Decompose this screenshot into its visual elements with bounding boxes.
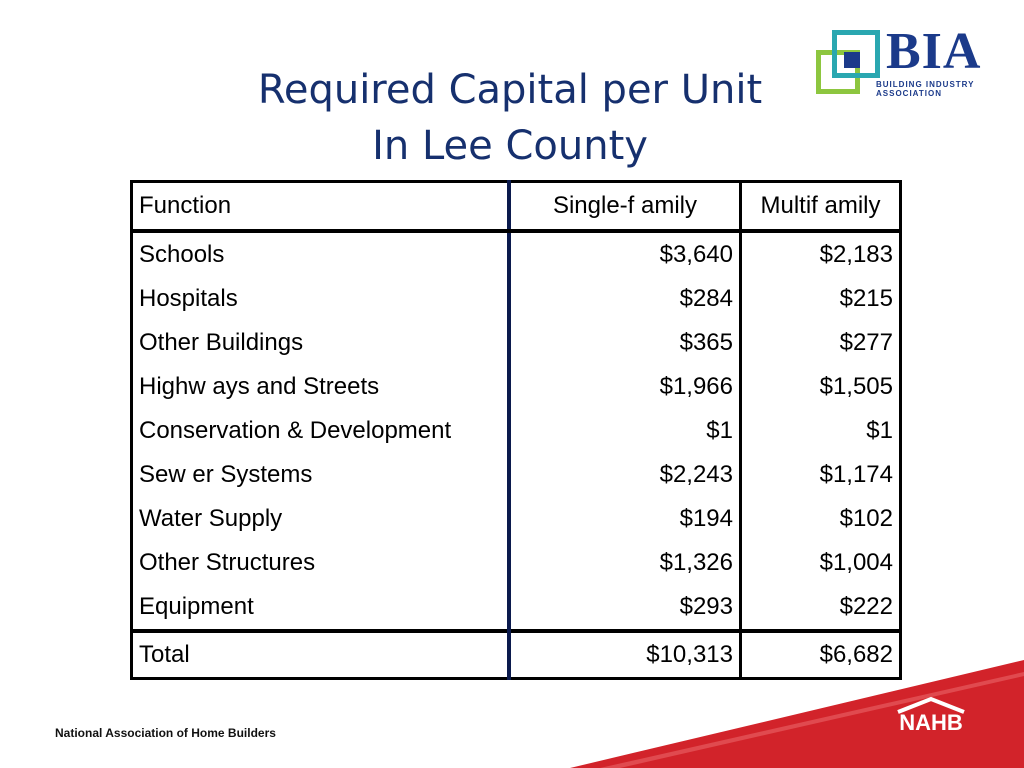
row-function: Equipment [132,585,510,631]
row-multifamily: $277 [839,329,893,356]
row-function: Conservation & Development [132,409,510,453]
title-line-2: In Lee County [372,123,648,169]
row-single-family: $1,966 [509,365,741,409]
total-label: Total [132,631,510,679]
row-single-family: $293 [509,585,741,631]
row-multifamily: $1,004 [819,549,893,576]
row-single-family: $284 [509,277,741,321]
row-multifamily: $222 [839,593,893,620]
row-single-family: $1 [509,409,741,453]
row-function: Hospitals [132,277,510,321]
row-multifamily: $1,505 [819,373,893,400]
bia-logo-wordmark: BIA [886,23,982,80]
row-function: Other Structures [132,541,510,585]
row-multifamily: $1 [866,417,893,444]
total-single-family: $10,313 [509,631,741,679]
bia-logo-subtitle-2: ASSOCIATION [876,89,942,98]
row-function: Sew er Systems [132,453,510,497]
row-single-family: $194 [509,497,741,541]
header-single-family: Single-f amily [509,182,741,232]
footer-organization: National Association of Home Builders [55,726,276,740]
row-single-family: $1,326 [509,541,741,585]
row-multifamily: $102 [839,505,893,532]
row-multifamily: $215 [839,285,893,312]
row-function: Highw ays and Streets [132,365,510,409]
row-multifamily: $2,183 [819,241,893,268]
row-single-family: $365 [509,321,741,365]
row-single-family: $2,243 [509,453,741,497]
header-multifamily: Multif amily [741,182,901,232]
bia-logo-subtitle-1: BUILDING INDUSTRY [876,80,975,89]
total-multifamily: $6,682 [741,631,901,679]
nahb-logo [890,696,972,742]
nahb-wordmark: NAHB [899,710,963,735]
header-function: Function [132,182,510,232]
row-function: Other Buildings [132,321,510,365]
row-function: Schools [132,231,510,277]
row-function: Water Supply [132,497,510,541]
row-multifamily: $1,174 [819,461,893,488]
row-single-family: $3,640 [509,231,741,277]
title-line-1: Required Capital per Unit [257,67,763,113]
